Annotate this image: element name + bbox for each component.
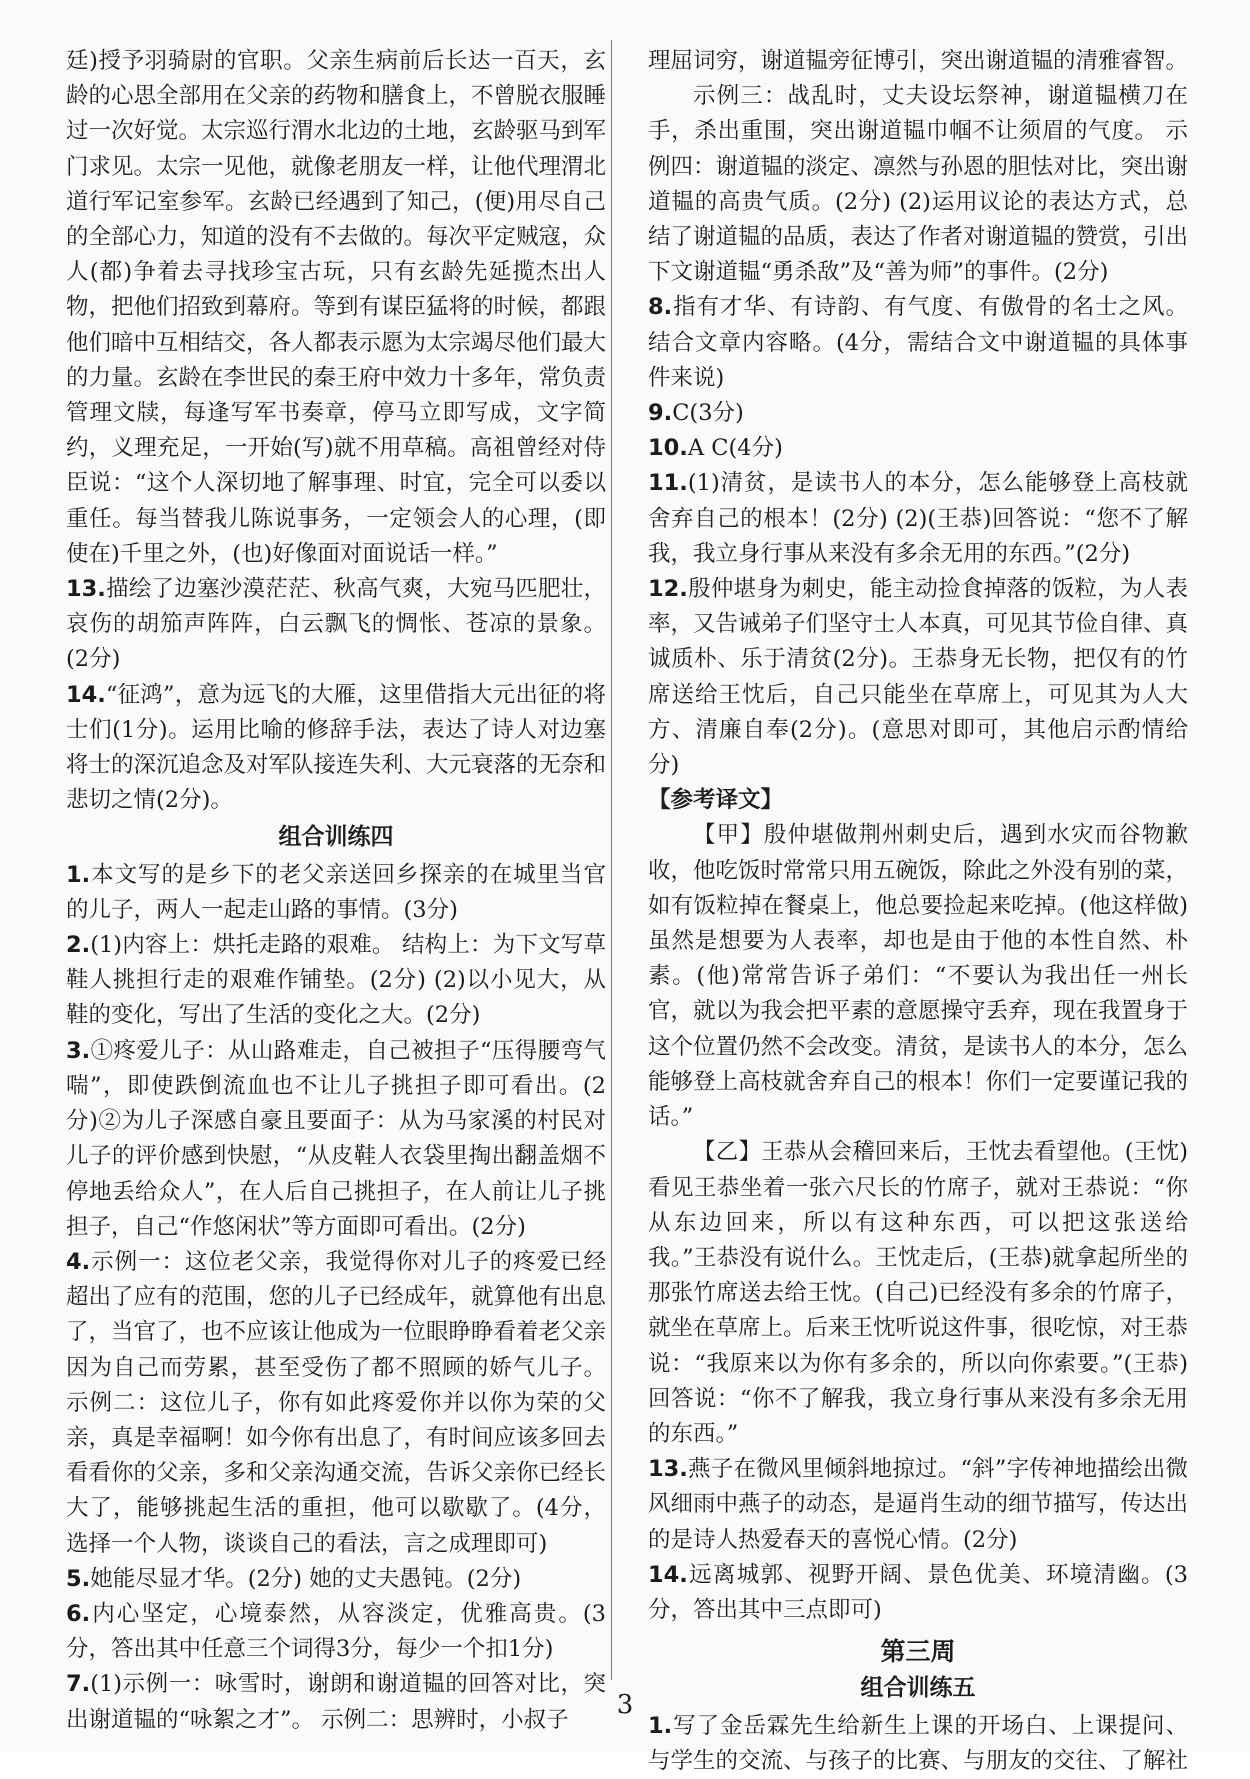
answer-item <box>648 396 1188 431</box>
question-number: 9. <box>648 400 673 427</box>
question-number: 1. <box>66 861 91 888</box>
answer-continued: 理屈词穷，谢道韫旁征博引，突出谢道韫的清雅睿智。 <box>648 48 1189 74</box>
answer-text: 本文写的是乡下的老父亲送回乡探亲的在城里当官的儿子，两人一起走山路的事情。(3分) <box>66 861 606 923</box>
answer-text: A C(4分) <box>687 435 783 462</box>
left-column <box>66 44 606 1738</box>
answer-text: 指有才华、有诗韵、有气度、有傲骨的名士之风。结合文章内容略。(4分，需结合文中谢道韫的具体事件来说) <box>648 294 1188 391</box>
question-number: 12. <box>648 576 688 603</box>
answer-text: C(3分) <box>672 400 744 427</box>
question-number: 1. <box>648 1712 673 1739</box>
answer-item <box>648 572 1188 783</box>
answer-text: 殷仲堪身为刺史，能主动捡食掉落的饭粒，为人表率，又告诫弟子们坚守士人本真，可见其节俭自律、真诚质朴、乐于清贫(2分)。王恭身无长物，把仅有的竹席送给王忱后，自己只能坐在草席上，可见其为人大方、清廉自奉(2分)。(意思对即可，其他启示酌情给分) <box>648 576 1189 779</box>
answer-text: (1)清贫，是读书人的本分，怎么能够登上高枝就舍弃自己的根本！(2分) (2)(王恭)回答说：“您不了解我，我立身行事从来没有多余无用的东西。”(2分) <box>648 470 1188 567</box>
answer-text: 示例一：这位老父亲，我觉得你对儿子的疼爱已经超出了应有的范围，您的儿子已经成年，就算他有出息了，当官了，也不应该让他成为一位眼睁睁看着老父亲因为自己而劳累，甚至受伤了都不照顾的娇气儿子。 示例二：这位儿子，你有如此疼爱你并以你为荣的父亲，真是幸福啊！如今你有出息了，有时间应该多回去看看你的父亲，多和父亲沟通交流，告诉父亲你已经长大了，能够挑起生活的重担，他可以歇歇了。(4分，选择一个人物，谈谈自己的看法，言之成理即可) <box>66 1248 607 1557</box>
answer-item <box>66 858 606 928</box>
question-number: 11. <box>648 470 688 497</box>
column-divider <box>611 40 612 1680</box>
reference-translation-yi: 【乙】王恭从会稽回来后，王忱去看望他。(王忱)看见王恭坐着一张六尺长的竹席子，就对王恭说：“你从东边回来，所以有这种东西，可以把这张送给我。”王恭没有说什么。王忱走后，(王恭)就拿起所坐的那张竹席送去给王忱。(自己)已经没有多余的竹席子，就坐在草席上。后来王忱听说这件事，很吃惊，对王恭说：“我原来以为你有多余的，所以向你索要。”(王恭)回答说：“你不了解我，我立身行事从来没有多余无用的东西。” <box>648 1139 1189 1447</box>
question-number: 10. <box>648 435 688 462</box>
question-number: 7. <box>66 1671 91 1698</box>
answer-item <box>66 572 606 678</box>
answer-item <box>648 290 1188 396</box>
answer-text: 她能尽显才华。(2分) 她的丈夫愚钝。(2分) <box>90 1565 522 1592</box>
question-number: 14. <box>66 681 106 708</box>
question-number: 4. <box>66 1248 91 1275</box>
answer-text: (1)示例一：咏雪时，谢朗和谢道韫的回答对比，突出谢道韫的“咏絮之才”。 示例二：思辨时，小叔子 <box>66 1671 606 1733</box>
answer-item <box>648 431 1188 466</box>
answer-item <box>66 1245 606 1562</box>
reference-translation-jia: 【甲】殷仲堪做荆州刺史后，遇到水灾而谷物歉收，他吃饭时常常只用五碗饭，除此之外没有别的菜，如有饭粒掉在餐桌上，他总要捡起来吃掉。(他这样做)虽然是想要为人表率，却也是由于他的本性自然、朴素。(他)常常告诉子弟们：“不要认为我出任一州长官，就以为我会把平素的意愿操守丢弃，现在我置身于这个位置仍然不会改变。清贫，是读书人的本分，怎么能够登上高枝就舍弃自己的根本！你们一定要谨记我的话。” <box>648 822 1189 1131</box>
question-number: 5. <box>66 1565 91 1592</box>
answer-item <box>66 1034 606 1245</box>
section-title: 组合训练四 <box>278 824 394 851</box>
page-number: 3 <box>616 1690 634 1720</box>
answer-item <box>648 1558 1188 1628</box>
question-number: 3. <box>66 1037 91 1064</box>
question-number: 14. <box>648 1561 688 1588</box>
answer-text: (1)内容上：烘托走路的艰难。 结构上：为下文写草鞋人挑担行走的艰难作铺垫。(2分) (2)以小见大，从鞋的变化，写出了生活的变化之大。(2分) <box>66 932 606 1029</box>
right-column <box>648 44 1188 1779</box>
question-number: 6. <box>66 1600 91 1627</box>
week-title: 第三周 <box>880 1637 956 1667</box>
answer-text: 内心坚定，心境泰然，从容淡定，优雅高贵。(3分，答出其中任意三个词得3分，每少一个扣1分) <box>66 1600 606 1663</box>
question-number: 8. <box>648 294 673 321</box>
section-title: 组合训练五 <box>860 1675 976 1702</box>
answer-item <box>648 466 1188 572</box>
answer-text: ①疼爱儿子：从山路难走，自己被担子“压得腰弯气喘”，即使跌倒流血也不让儿子挑担子即可看出。(2分)②为儿子深感自豪且要面子：从为马家溪的村民对儿子的评价感到快慰，“从皮鞋人衣袋里掏出翻盖烟不停地丢给众人”，在人后自己挑担子，在人前让儿子挑担子，自己“作悠闲状”等方面即可看出。(2分) <box>66 1037 606 1240</box>
answer-item <box>66 1562 606 1597</box>
answer-item <box>66 678 606 819</box>
question-number: 13. <box>66 576 106 603</box>
question-number: 2. <box>66 932 91 959</box>
answer-item <box>66 928 606 1034</box>
answer-text: 远离城郭、视野开阔、景色优美、环境清幽。(3分，答出其中三点即可) <box>648 1561 1188 1623</box>
answer-text: “征鸿”，意为远飞的大雁，这里借指大元出征的将士们(1分)。运用比喻的修辞手法，表达了诗人对边塞将士的深沉追念及对军队接连失利、大元衰落的无奈和悲切之情(2分)。 <box>66 681 607 814</box>
answer-text: 燕子在微风里倾斜地掠过。“斜”字传神地描绘出微风细雨中燕子的动态，是逼肖生动的细节描写，传达出的是诗人热爱春天的喜悦心情。(2分) <box>648 1456 1189 1553</box>
answer-item <box>66 1597 606 1667</box>
answer-item <box>648 1452 1188 1558</box>
answer-continued: 示例三：战乱时，丈夫设坛祭神，谢道韫横刀在手，杀出重围，突出谢道韫巾帼不让须眉的气度。 示例四：谢道韫的淡定、凛然与孙恩的胆怯对比，突出谢道韫的高贵气质。(2分) (2)运用议论的表达方式，总结了谢道韫的品质，表达了作者对谢道韫的赞赏，引出下文谢道韫“勇杀敌”及“善为师”的事件。(2分) <box>648 83 1189 286</box>
answer-text: 描绘了边塞沙漠茫茫、秋高气爽，大宛马匹肥壮，哀伤的胡笳声阵阵，白云飘飞的惆怅、苍凉的景象。(2分) <box>66 576 606 673</box>
translation-paragraph: 廷)授予羽骑尉的官职。父亲生病前后长达一百天，玄龄的心思全部用在父亲的药物和膳食上，不曾脱衣服睡过一次好觉。太宗巡行渭水北边的土地，玄龄驱马到军门求见。太宗一见他，就像老朋友一样，让他代理渭北道行军记室参军。玄龄已经遇到了知己，(便)用尽自己的全部心力，知道的没有不去做的。每次平定贼寇，众人(都)争着去寻找珍宝古玩，只有玄龄先延揽杰出人物，把他们招致到幕府。等到有谋臣猛将的时候，都跟他们暗中互相结交，各人都表示愿为太宗竭尽他们最大的力量。玄龄在李世民的秦王府中效力十多年，常负责管理文牍，每逢写军书奏章，停马立即写成，文字简约，义理充足，一开始(写)就不用草稿。高祖曾经对侍臣说：“这个人深切地了解事理、时宜，完全可以委以重任。每当替我儿陈说事务，一定领会人的心理，(即使在)千里之外，(也)好像面对面说话一样。” <box>66 48 607 567</box>
reference-translation-title: 【参考译文】 <box>648 787 784 814</box>
answer-text: 写了金岳霖先生给新生上课的开场白、上课提问、与学生的交流、与孩子的比赛、与朋友的交往、了解社 <box>648 1712 1189 1774</box>
question-number: 13. <box>648 1456 688 1483</box>
